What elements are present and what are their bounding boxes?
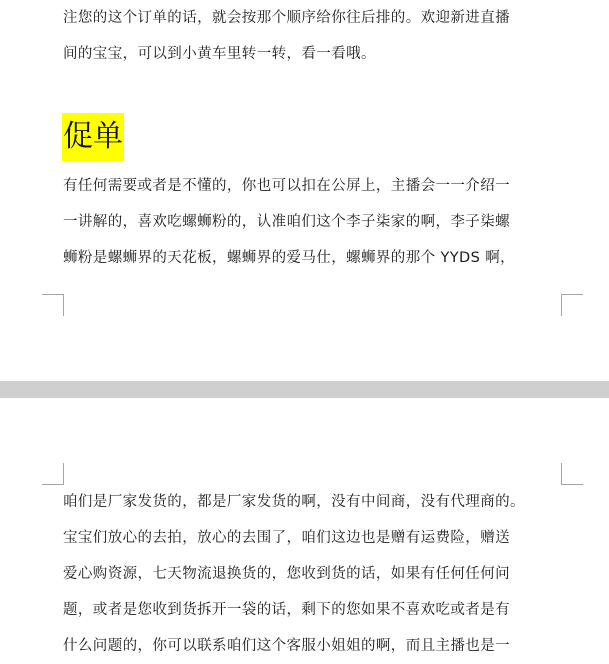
text-line: 蛳粉是螺蛳界的天花板，螺蛳界的爱马仕，螺蛳界的那个 YYDS 啊， [63,250,515,266]
margin-corner-mark-bottom-left [42,294,64,316]
page-break-gap [0,381,609,398]
text-line: 宝宝们放心的去拍，放心的去围了，咱们这边也是赠有运费险，赠送 [63,530,510,546]
text-line: 咱们是厂家发货的，都是厂家发货的啊，没有中间商，没有代理商的。 [63,494,525,510]
text-line: 题，或者是您收到货拆开一袋的话，剩下的您如果不喜欢吃或者是有 [63,602,510,618]
paragraph-shipping[interactable] [63,484,563,664]
document-page-2 [0,398,609,662]
margin-corner-mark-bottom-right [561,294,583,316]
text-line: 爱心购资源，七天物流退换货的，您收到货的话，如果有任何任何问 [63,566,510,582]
text-line: 注您的这个订单的话，就会按那个顺序给你往后排的。欢迎新进直播 [63,10,510,26]
margin-corner-mark-top-right [561,463,583,485]
paragraph-cta[interactable] [63,168,563,276]
text-line: 间的宝宝，可以到小黄车里转一转，看一看哦。 [63,46,376,62]
text-line: 什么问题的，你可以联系咱们这个客服小姐姐的啊，而且主播也是一 [63,638,510,654]
text-line: 一讲解的，喜欢吃螺蛳粉的，认准咱们这个李子柒家的啊，李子柒螺 [63,214,510,230]
section-heading-highlighted[interactable]: 促单 [62,113,124,161]
paragraph-intro[interactable] [63,0,563,72]
margin-corner-mark-top-left [42,463,64,485]
text-line: 有任何需要或者是不懂的，你也可以扣在公屏上，主播会一一介绍一 [63,178,510,194]
